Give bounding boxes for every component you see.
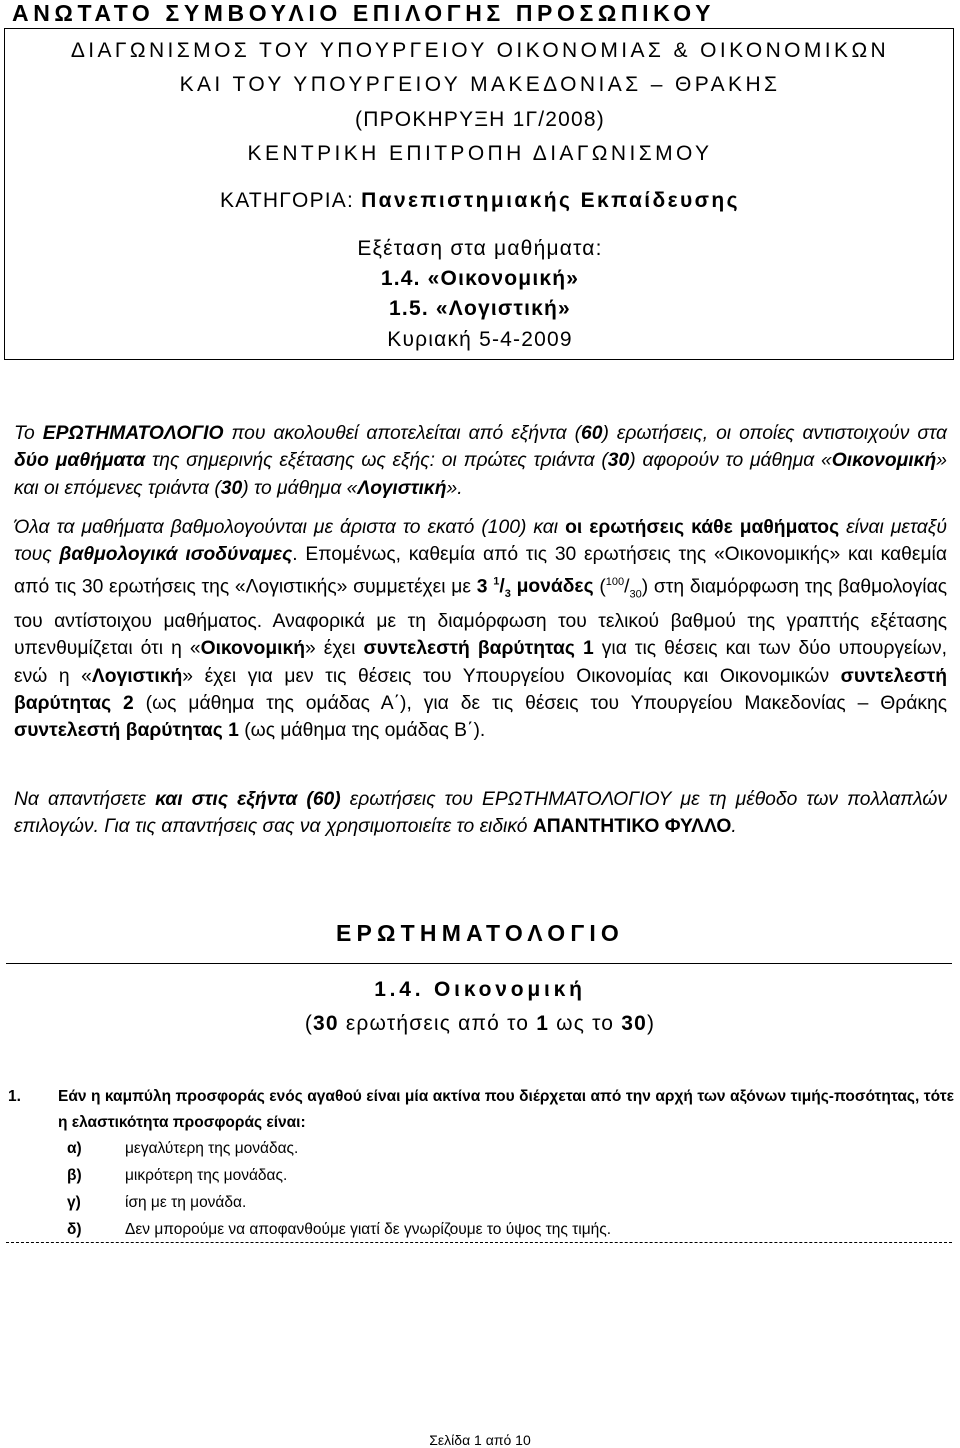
body-text: » έχει [305,638,364,660]
option-text: μικρότερη της μονάδας. [125,1167,288,1184]
fraction-numerator: 100 [605,575,625,588]
answer-option-b [67,1167,287,1185]
points-denominator: 3 [504,587,511,600]
option-key: δ) [67,1221,82,1238]
central-committee: ΚΕΝΤΡΙΚΗ ΕΠΙΤΡΟΠΗ ΔΙΑΓΩΝΙΣΜΟΥ [247,142,713,165]
category-value: Πανεπιστημιακής Εκπαίδευσης [361,189,740,212]
body-text: . [731,816,737,838]
answer-option-d [67,1221,611,1239]
emphasized-text: και στις εξήντα (60) [155,789,341,810]
body-text: είναι μεταξύ τους [14,517,947,566]
fraction-denominator: 30 [629,587,642,600]
body-text: ) ερωτήσεις, οι οποίες αντιστοιχούν στα [602,423,947,444]
body-text: (ως μάθημα της ομάδας Β΄). [238,720,486,742]
emphasized-text: συντελεστή βαρύτητας 1 [363,638,594,660]
intro-paragraph [14,420,947,502]
range-total: 30 [313,1012,339,1035]
body-text: που ακολουθεί αποτελείται από εξήντα ( [223,423,582,444]
section-subject: 1.4. Οικονομική [374,978,586,1001]
question-number: 1. [8,1088,21,1105]
exam-date: Κυριακή 5-4-2009 [387,328,573,351]
body-text: (ως μάθημα της ομάδας Α΄), για δε τις θέσεις του Υπουργείου Μακεδονίας – Θράκης [133,693,947,715]
range-text-to: ως το [549,1012,622,1035]
range-end: 30 [621,1012,647,1035]
instructions-paragraph [14,786,947,841]
points-whole: 3 [476,576,488,598]
option-key: α) [67,1140,82,1157]
option-text: μεγαλύτερη της μονάδας. [125,1140,299,1157]
body-text: » και οι επόμενες τριάντα ( [14,450,947,499]
option-text: ίση με τη μονάδα. [125,1194,247,1211]
grading-text-end [14,576,947,741]
emphasized-text: ΑΠΑΝΤΗΤΙΚΟ ΦΥΛΛΟ [532,816,732,838]
organization-title: ΑΝΩΤΑΤΟ ΣΥΜΒΟΥΛΙΟ ΕΠΙΛΟΓΗΣ ΠΡΟΣΩΠΙΚΟΥ [12,0,716,26]
option-key: γ) [67,1194,81,1211]
body-text: ) αφορούν το μάθημα « [629,450,832,472]
emphasized-text: δύο μαθήματα [14,450,146,472]
answer-option-c [67,1194,246,1212]
announcement-reference: (ΠΡΟΚΗΡΥΞΗ 1Γ/2008) [355,108,605,131]
option-text: Δεν μπορούμε να αποφανθούμε γιατί δε γνωρίζουμε το ύψος της τιμής. [125,1221,612,1238]
questionnaire-title: ΕΡΩΤΗΜΑΤΟΛΟΓΙΟ [335,920,625,946]
answer-option-a [67,1140,298,1158]
competition-title-line1: ΔΙΑΓΩΝΙΣΜΟΣ ΤΟΥ ΥΠΟΥΡΓΕΙΟΥ ΟΙΚΟΝΟΜΙΑΣ & ΟΙΚΟΝΟΜΙΚΩΝ [70,39,890,62]
grading-paragraph: Όλα τα μαθήματα βαθμολογούνται με άριστα το εκατό (100) και οι ερωτήσεις κάθε μαθήματος είναι μεταξύ τους βαθμολογικά ισοδύναμες. Επομένως, καθεμία από τις 30 ερωτήσεις της «Οικονομικής» και καθεμία από τις 30 ερωτήσεις της «Λογιστικής» συμμετέχει με 3 $^1/_3$ μονάδες $(^{100}/_{30})$ στη διαμόρφωση της βαθμολογίας του αντίστοιχου μαθήματος. Αναφορικά με τη διαμόρφωση του τελικού βαθμού της γραπτής εξέτασης υπενθυμίζεται ότι η «Οικονομική» έχει συντελεστή βαρύτητας 1 για τις θέσεις και των δύο υπουργείων, ενώ η «Λογιστική» έχει για μεν τις θέσεις του Υπουργείου Οικονομίας και Οικονομικών συντελεστή βαρύτητας 2 (ως μάθημα της ομάδας Α΄), για δε τις θέσεις του Υπουργείου Μακεδονίας – Θράκης συντελεστή βαρύτητας 1 (ως μάθημα της ομάδας Β΄). [14,517,948,742]
points-units: μονάδες [516,576,594,598]
emphasized-text: 60 [581,423,603,444]
question-range [0,1012,960,1036]
body-text: » έχει για μεν τις θέσεις του Υπουργείου Οικονομίας και Οικονομικών [182,665,841,687]
question-separator [6,1242,952,1243]
page-number: Σελίδα 1 από 10 [429,1432,531,1448]
category-line [0,189,960,213]
emphasized-text: βαθμολογικά ισοδύναμες [59,544,293,566]
emphasized-text: ΕΡΩΤΗΜΑΤΟΛΟΓΙΟ [42,423,224,444]
emphasized-text: Οικονομική [831,450,937,472]
emphasized-text: συντελεστή βαρύτητας 1 [14,720,239,742]
points-numerator: 1 [493,575,500,588]
emphasized-text: οι ερωτήσεις κάθε μαθήματος [565,517,840,538]
body-text: ) το μάθημα « [242,477,358,499]
option-key: β) [67,1167,82,1184]
emphasized-text: Λογιστική [91,665,183,687]
range-open-paren: ( [304,1012,314,1035]
exam-subjects-label: Εξέταση στα μαθήματα: [357,237,603,260]
body-text: ) στη διαμόρφωση της βαθμολογίας του αντίστοιχου μαθήματος. Αναφορικά με τη διαμόρφωση του τελικού βαθμού της γραπτής εξέτασης υπενθυμίζεται ότι η « [14,576,948,660]
body-text: της σημερινής εξέτασης ως εξής: οι πρώτες τριάντα ( [145,450,608,472]
category-label: ΚΑΤΗΓΟΡΙΑ: [220,189,362,212]
competition-title-line2: ΚΑΙ ΤΟΥ ΥΠΟΥΡΓΕΙΟΥ ΜΑΚΕΔΟΝΙΑΣ – ΘΡΑΚΗΣ [179,73,781,96]
emphasized-text: Οικονομική [200,638,306,660]
emphasized-text: συντελεστή βαρύτητας 2 [14,665,948,715]
body-text: Όλα τα μαθήματα βαθμολογούνται με άριστα το εκατό (100) και [14,517,566,538]
range-text-from: ερωτήσεις από το [338,1012,537,1035]
body-text: ερωτήσεις του ΕΡΩΤΗΜΑΤΟΛΟΓΙΟΥ με τη μέθοδο των πολλαπλών επιλογών. Για τις απαντήσεις σας να χρησιμοποιείτε το ειδικό [14,789,947,838]
body-text: Το [14,423,43,444]
question-text: Εάν η καμπύλη προσφοράς ενός αγαθού είναι μία ακτίνα που διέρχεται από την αρχή των αξόνων τιμής-ποσότητας, τότε η ελαστικότητα προσφοράς είναι: [58,1088,954,1131]
subject-economics: 1.4. «Οικονομική» [380,267,580,290]
body-text: Να απαντήσετε [14,789,156,810]
body-text: ». [446,477,463,499]
subject-accounting: 1.5. «Λογιστική» [389,297,571,320]
range-start: 1 [536,1012,550,1035]
range-close-paren: ) [646,1012,656,1035]
body-text: για τις θέσεις και των δύο υπουργείων, ενώ η « [14,638,947,687]
emphasized-text: Λογιστική [357,477,447,499]
emphasized-text: 30 [607,450,630,472]
section-divider [6,963,952,964]
emphasized-text: 30 [220,477,243,499]
body-text: . Επομένως, καθεμία από τις 30 ερωτήσεις της «Οικονομικής» και καθεμία από τις 30 ερωτήσεις της «Λογιστικής» συμμετέχει με [14,544,947,598]
